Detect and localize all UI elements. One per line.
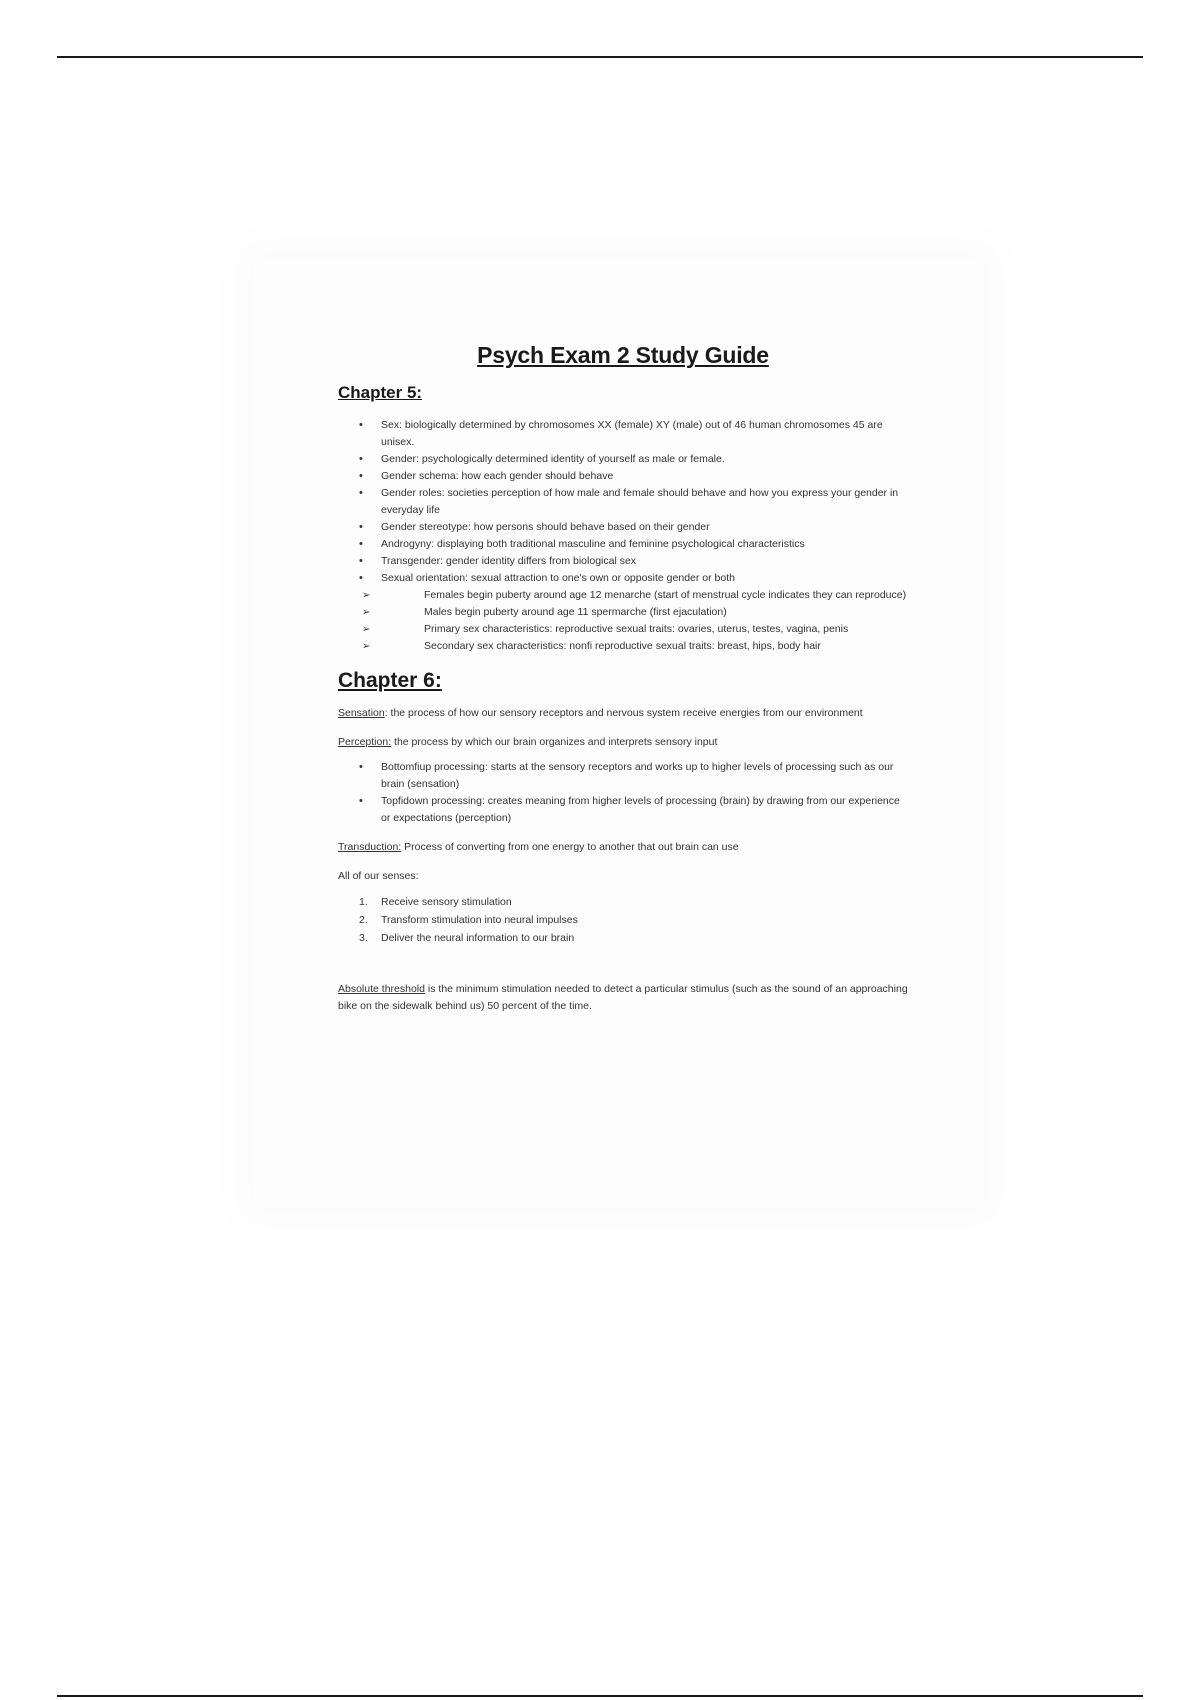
list-item: • Transgender: gender identity differs from biological sex <box>338 553 908 570</box>
sensation-definition <box>338 705 908 722</box>
step-number: 3. <box>359 932 368 944</box>
transduction-text: Process of converting from one energy to another that out brain can use <box>401 841 739 853</box>
perception-text: the process by which our brain organizes and interprets sensory input <box>391 736 718 748</box>
sub-list-item-text: ➢ Males begin puberty around age 11 spermarche (first ejaculation) <box>424 606 727 618</box>
sensation-text: : the process of how our sensory receptors and nervous system receive energies from our environment <box>384 707 863 719</box>
top-rule <box>57 56 1143 58</box>
perception-term: Perception: <box>338 736 392 748</box>
list-item: • Topfidown processing: creates meaning from higher levels of processing (brain) by drawing from our experience or expectations (perception) <box>338 793 908 827</box>
list-item: • Gender schema: how each gender should behave <box>338 468 908 485</box>
step-text: Deliver the neural information to our brain <box>381 932 575 944</box>
numbered-item <box>338 893 908 911</box>
numbered-item <box>338 929 908 947</box>
list-item: • Bottomfiup processing: starts at the sensory receptors and works up to higher levels of processing such as our brain (sensation) <box>338 759 908 793</box>
list-item: • Androgyny: displaying both traditional masculine and feminine psychological characteristics <box>338 536 908 553</box>
list-item: • Sex: biologically determined by chromosomes XX (female) XY (male) out of 46 human chromosomes 45 are unisex. <box>338 417 908 451</box>
absolute-threshold-definition <box>338 981 908 1015</box>
sub-list-item-text: ➢ Primary sex characteristics: reproductive sexual traits: ovaries, uterus, testes, vagina, penis <box>424 623 849 635</box>
list-item: • Gender roles: societies perception of how male and female should behave and how you express your gender in everyday life <box>338 485 908 519</box>
chapter-5-sub-bullet-list <box>338 587 908 655</box>
sensation-term: Sensation <box>338 707 385 719</box>
transduction-definition <box>338 839 908 856</box>
sub-list-item-text: ➢ Secondary sex characteristics: nonfi reproductive sexual traits: breast, hips, body hair <box>424 640 821 652</box>
senses-intro: All of our senses: <box>338 870 419 882</box>
document-content <box>338 342 908 1015</box>
sub-list-item-text: ➢ Females begin puberty around age 12 menarche (start of menstrual cycle indicates they can reproduce) <box>424 589 907 601</box>
list-item: • Gender: psychologically determined identity of yourself as male or female. <box>338 451 908 468</box>
transduction-term: Transduction: <box>338 841 402 853</box>
step-number: 1. <box>359 896 368 908</box>
absolute-threshold-text: is the minimum stimulation needed to detect a particular stimulus (such as the sound of an approaching bike on the sidewalk behind us) 50 percent of the time. <box>338 983 908 1012</box>
step-text: Receive sensory stimulation <box>381 896 512 908</box>
processing-bullet-list <box>338 759 908 827</box>
senses-steps-list <box>338 893 908 947</box>
list-item: • Sexual orientation: sexual attraction to one's own or opposite gender or both <box>338 570 908 587</box>
chapter-5-bullet-list <box>338 417 908 587</box>
numbered-item <box>338 911 908 929</box>
chapter-5-heading: Chapter 5: <box>338 383 423 402</box>
sub-list-item <box>338 587 908 604</box>
bottom-rule <box>57 1695 1143 1697</box>
perception-definition <box>338 734 908 751</box>
list-item: • Gender stereotype: how persons should behave based on their gender <box>338 519 908 536</box>
sub-list-item <box>338 604 908 621</box>
sub-list-item <box>338 638 908 655</box>
chapter-6-heading: Chapter 6: <box>338 669 442 692</box>
document-title: Psych Exam 2 Study Guide <box>477 342 769 368</box>
step-number: 2. <box>359 914 368 926</box>
absolute-threshold-term: Absolute threshold <box>338 983 425 995</box>
step-text: Transform stimulation into neural impulses <box>381 914 578 926</box>
sub-list-item <box>338 621 908 638</box>
